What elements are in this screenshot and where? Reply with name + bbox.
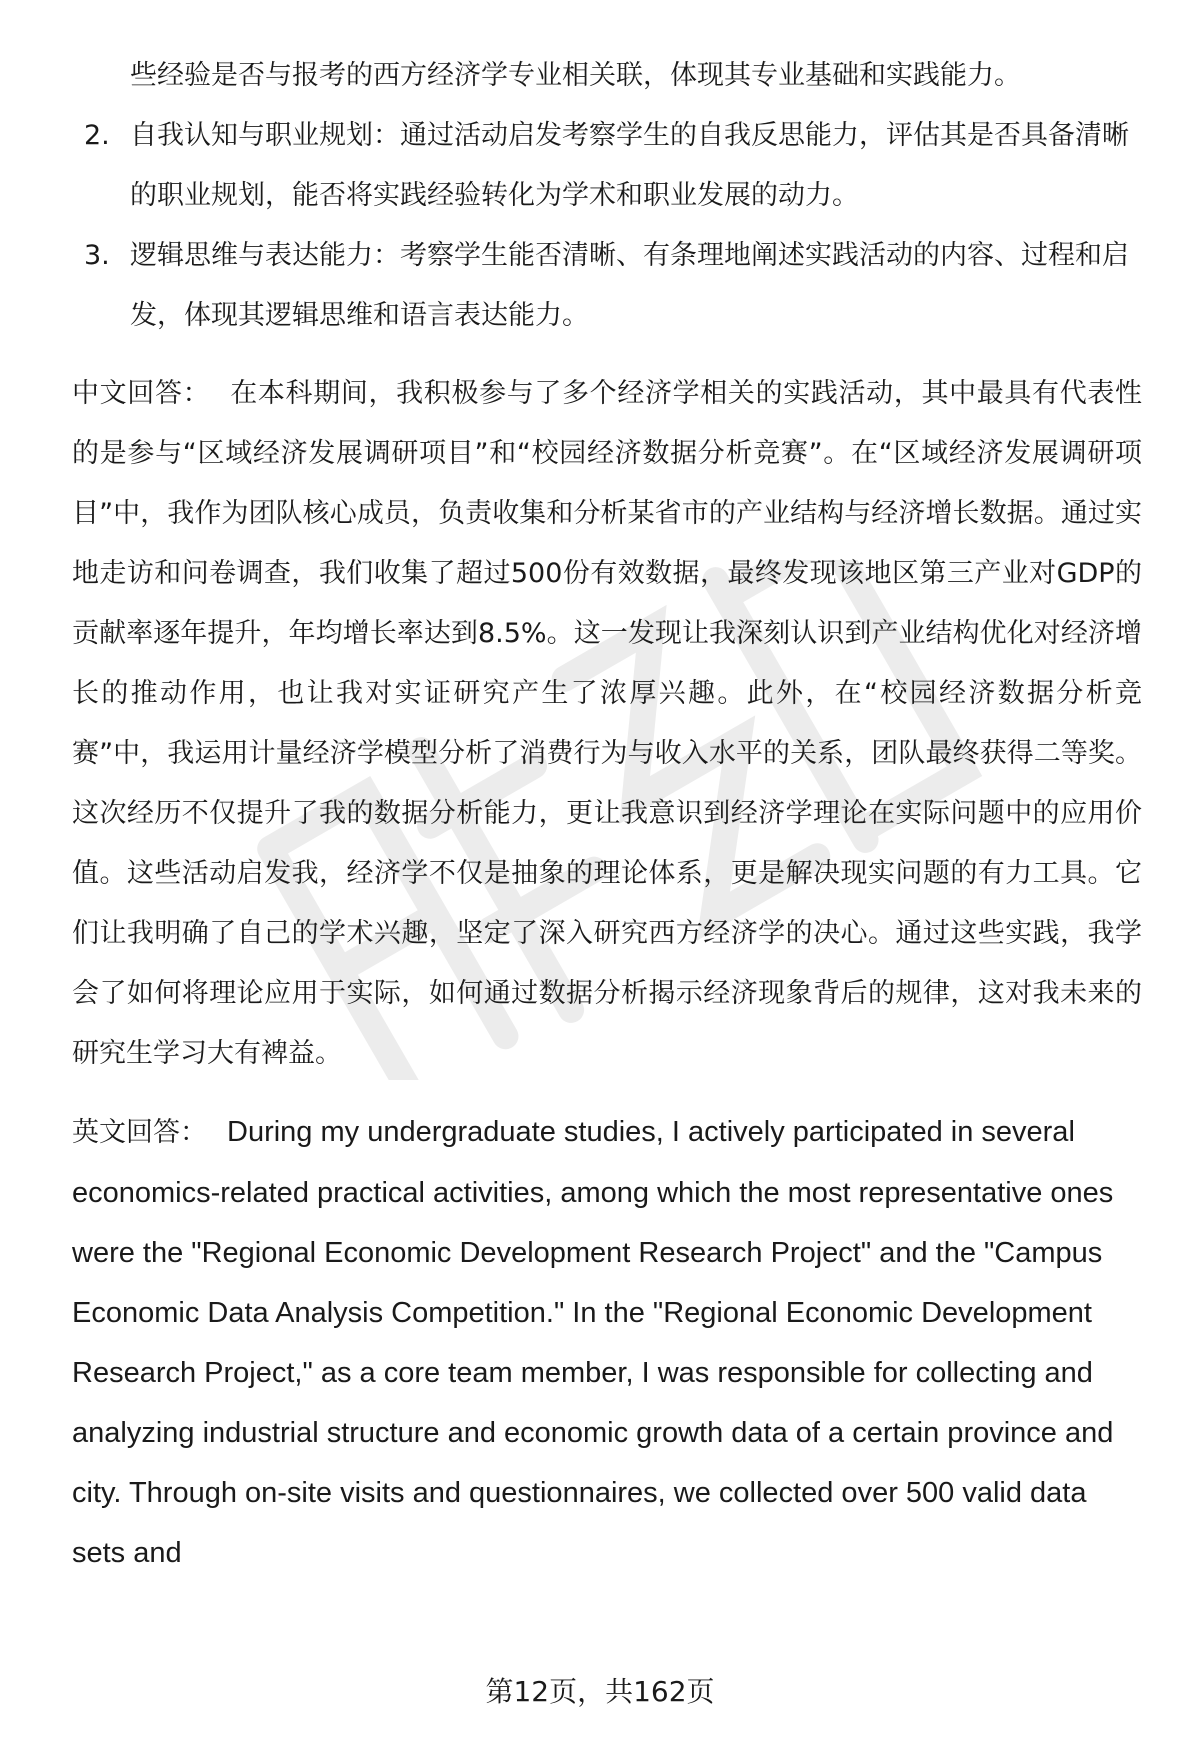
chinese-answer-text: 在本科期间，我积极参与了多个经济学相关的实践活动，其中最具有代表性的是参与“区域经济发展调研项目”和“校园经济数据分析竞赛”。在“区域经济发展调研项目”中，我作为团队核心成员，负责收集和分析某省市的产业结构与经济增长数据。通过实地走访和问卷调查，我们收集了超过500份有效数据，最终发现该地区第三产业对GDP的贡献率逐年提升，年均增长率达到8.5%。这一发现让我深刻认识到产业结构优化对经济增长的推动作用，也让我对实证研究产生了浓厚兴趣。此外，在“校园经济数据分析竞赛”中，我运用计量经济学模型分析了消费行为与收入水平的关系，团队最终获得二等奖。这次经历不仅提升了我的数据分析能力，更让我意识到经济学理论在实际问题中的应用价值。这些活动启发我，经济学不仅是抽象的理论体系，更是解决现实问题的有力工具。它们让我明确了自己的学术兴趣，坚定了深入研究西方经济学的决心。通过这些实践，我学会了如何将理论应用于实际，如何通过数据分析揭示经济现象背后的规律，这对我未来的研究生学习大有裨益。: [72, 378, 1143, 1069]
intro-continuation: 些经验是否与报考的西方经济学专业相关联，体现其专业基础和实践能力。: [130, 60, 1021, 91]
criteria-text: 逻辑思维与表达能力：考察学生能否清晰、有条理地阐述实践活动的内容、过程和启发，体现其逻辑思维和语言表达能力。: [130, 240, 1129, 331]
criteria-number: 2.: [84, 120, 110, 151]
english-answer-label: 英文回答：: [72, 1117, 207, 1148]
criteria-text: 自我认知与职业规划：通过活动启发考察学生的自我反思能力，评估其是否具备清晰的职业规划，能否将实践经验转化为学术和职业发展的动力。: [130, 120, 1129, 211]
chinese-answer-label: 中文回答：: [72, 378, 211, 409]
criteria-item: [72, 106, 1142, 226]
english-answer-text: During my undergraduate studies, I actively participated in several economics-related practical activities, among which the most representative ones were the "Regional Economic Development Research Project" and the "Campus Economic Data Analysis Competition." In the "Regional Economic Development Research Project," as a core team member, I was responsible for collecting and analyzing industrial structure and economic growth data of a certain province and city. Through on-site visits and questionnaires, we collected over 500 valid data sets and: [72, 1116, 1114, 1569]
chinese-answer: [72, 364, 1142, 1084]
criteria-item: [72, 226, 1142, 346]
criteria-number: 3.: [84, 240, 110, 271]
document-body: [72, 46, 1142, 1583]
page-number: 第12页，共162页: [485, 1675, 715, 1708]
english-answer: [72, 1102, 1142, 1583]
